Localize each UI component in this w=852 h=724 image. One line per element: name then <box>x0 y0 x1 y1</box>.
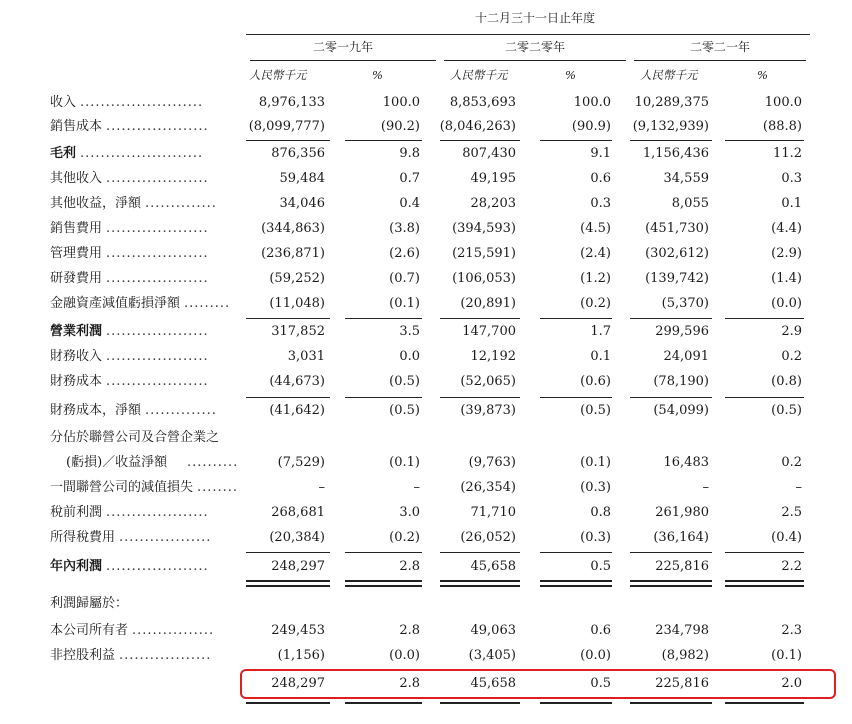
cell-value: (8,982) <box>661 648 709 663</box>
cell-value: (44,673) <box>269 374 325 389</box>
cell-value: 147,700 <box>462 324 516 339</box>
cell-value: (90.9) <box>571 119 611 134</box>
year-header: 二零二零年 <box>504 40 565 54</box>
cell-value: (2.4) <box>580 246 611 261</box>
rule-line <box>246 397 330 398</box>
cell-value: (2.9) <box>771 246 802 261</box>
row-label: 分佔於聯營公司及合營企業之 <box>50 430 220 445</box>
rule-line <box>630 397 712 398</box>
highlight-box <box>240 669 836 699</box>
cell-value: (52,065) <box>460 374 516 389</box>
rule-line <box>246 702 330 704</box>
rule-line <box>725 702 804 704</box>
cell-value: (0.1) <box>389 455 420 470</box>
cell-value: 0.7 <box>399 171 420 186</box>
dot-leaders: ........................ <box>80 146 204 161</box>
cell-value: 2.9 <box>781 324 802 339</box>
dot-leaders: ................ <box>132 623 215 638</box>
rule-line <box>440 140 520 141</box>
cell-value: (7,529) <box>277 455 325 470</box>
cell-value: 0.2 <box>781 349 802 364</box>
cell-value: 1,156,436 <box>642 146 709 161</box>
cell-value: (5,370) <box>661 296 709 311</box>
cell-value: (0.7) <box>389 271 420 286</box>
dot-leaders: ........................ <box>80 95 204 110</box>
dot-leaders: .................... <box>106 349 209 364</box>
rule-line <box>246 552 330 553</box>
cell-value: 1.7 <box>590 324 611 339</box>
cell-value: (236,871) <box>261 246 325 261</box>
cell-value: 248,297 <box>271 559 325 574</box>
cell-value: 11.2 <box>773 146 802 161</box>
cell-value: (78,190) <box>653 374 709 389</box>
cell-value: (90.2) <box>380 119 420 134</box>
cell-value: 225,816 <box>655 559 709 574</box>
rule-line <box>246 140 330 141</box>
cell-value: 0.6 <box>590 171 611 186</box>
dot-leaders: .............. <box>145 196 217 211</box>
rule-line <box>440 397 520 398</box>
cell-value: 34,559 <box>663 171 709 186</box>
cell-value: (1.2) <box>580 271 611 286</box>
dot-leaders: .................... <box>106 324 209 339</box>
cell-value: (59,252) <box>269 271 325 286</box>
cell-value: (0.1) <box>389 296 420 311</box>
cell-value: 0.4 <box>399 196 420 211</box>
row-label: 非控股利益 <box>50 648 116 663</box>
row-label: 營業利潤 <box>50 324 103 339</box>
cell-value: 0.2 <box>781 455 802 470</box>
cell-value: (9,763) <box>468 455 516 470</box>
cell-value: (0.6) <box>580 374 611 389</box>
rule-line <box>725 397 804 398</box>
cell-value: (344,863) <box>261 221 325 236</box>
cell-value: (9,132,939) <box>632 119 709 134</box>
cell-value: 49,063 <box>470 623 516 638</box>
dot-leaders: ........ <box>197 480 239 495</box>
cell-value: 0.0 <box>399 349 420 364</box>
rule-line <box>725 318 804 319</box>
cell-value: (8,099,777) <box>248 119 325 134</box>
cell-value: 0.5 <box>590 676 611 691</box>
dot-leaders: .................... <box>106 246 209 261</box>
rule-line <box>630 318 712 319</box>
cell-value: (3,405) <box>468 648 516 663</box>
cell-value: 49,195 <box>470 171 516 186</box>
unit-amount-label: 人民幣千元 <box>640 68 698 82</box>
rule-line <box>345 318 422 319</box>
row-label: 財務成本，淨額 <box>50 403 142 418</box>
row-label: 所得稅費用 <box>50 530 116 545</box>
cell-value: 0.1 <box>590 349 611 364</box>
cell-value: (39,873) <box>460 403 516 418</box>
rule-line <box>540 318 612 319</box>
cell-value: 100.0 <box>573 95 611 110</box>
cell-value: – <box>318 480 325 495</box>
row-label: 金融資產減值虧損淨額 <box>50 296 181 311</box>
cell-value: 2.2 <box>781 559 802 574</box>
cell-value: 0.6 <box>590 623 611 638</box>
dot-leaders: .................... <box>106 505 209 520</box>
cell-value: 2.8 <box>399 676 420 691</box>
dot-leaders: .................... <box>106 559 209 574</box>
cell-value: (0.0) <box>580 648 611 663</box>
cell-value: (394,593) <box>452 221 516 236</box>
cell-value: 2.5 <box>781 505 802 520</box>
row-label: 收入 <box>50 95 77 110</box>
row-label: 銷售成本 <box>50 119 103 134</box>
rule-line <box>440 585 520 587</box>
cell-value: (1.4) <box>771 271 802 286</box>
row-label: 其他收入 <box>50 171 103 186</box>
dot-leaders: .................... <box>106 171 209 186</box>
cell-value: 225,816 <box>655 676 709 691</box>
unit-pct-label: % <box>372 68 383 82</box>
rule-line <box>540 397 612 398</box>
rule-line <box>540 702 612 704</box>
row-label: 其他收益，淨額 <box>50 196 142 211</box>
dot-leaders: .................... <box>106 221 209 236</box>
dot-leaders: .............. <box>145 403 217 418</box>
row-label: 財務成本 <box>50 374 103 389</box>
rule-line <box>246 585 330 587</box>
rule-line <box>440 702 520 704</box>
rule-line <box>540 585 612 587</box>
rule-line <box>246 318 330 319</box>
rule-line <box>725 580 804 582</box>
cell-value: (451,730) <box>645 221 709 236</box>
rule-line <box>725 552 804 553</box>
cell-value: 2.8 <box>399 623 420 638</box>
rule-line <box>444 60 626 61</box>
rule-line <box>345 397 422 398</box>
rule-line <box>345 140 422 141</box>
row-label: 管理費用 <box>50 246 103 261</box>
rule-line <box>725 140 804 141</box>
cell-value: 28,203 <box>470 196 516 211</box>
row-label: 利潤歸屬於： <box>50 596 129 611</box>
cell-value: (26,354) <box>460 480 516 495</box>
dot-leaders: .................... <box>106 374 209 389</box>
cell-value: 71,710 <box>470 505 516 520</box>
cell-value: 0.5 <box>590 559 611 574</box>
cell-value: (0.3) <box>580 480 611 495</box>
cell-value: (0.8) <box>771 374 802 389</box>
rule-line <box>345 585 422 587</box>
cell-value: (3.8) <box>389 221 420 236</box>
rule-line <box>440 318 520 319</box>
cell-value: (0.3) <box>580 530 611 545</box>
cell-value: 807,430 <box>462 146 516 161</box>
rule-line <box>630 580 712 582</box>
cell-value: 0.3 <box>590 196 611 211</box>
dot-leaders: .................. <box>119 648 212 663</box>
dot-leaders: .......... <box>187 455 239 470</box>
cell-value: (215,591) <box>452 246 516 261</box>
cell-value: – <box>702 480 709 495</box>
cell-value: 34,046 <box>279 196 325 211</box>
cell-value: 16,483 <box>663 455 709 470</box>
cell-value: 100.0 <box>382 95 420 110</box>
cell-value: 100.0 <box>764 95 802 110</box>
cell-value: (8,046,263) <box>439 119 516 134</box>
cell-value: (88.8) <box>762 119 802 134</box>
rule-line <box>246 580 330 582</box>
cell-value: 59,484 <box>279 171 325 186</box>
cell-value: (54,099) <box>653 403 709 418</box>
row-label: 年內利潤 <box>50 559 103 574</box>
cell-value: 0.1 <box>781 196 802 211</box>
cell-value: 24,091 <box>663 349 709 364</box>
cell-value: 249,453 <box>271 623 325 638</box>
cell-value: 876,356 <box>271 146 325 161</box>
dot-leaders: .................... <box>106 271 209 286</box>
row-label: 本公司所有者 <box>50 623 129 638</box>
cell-value: (0.0) <box>389 648 420 663</box>
rule-line <box>630 552 712 553</box>
rule-line <box>540 140 612 141</box>
year-header: 二零二一年 <box>689 40 750 54</box>
cell-value: (106,053) <box>452 271 516 286</box>
row-label: 毛利 <box>50 146 77 161</box>
cell-value: 3.5 <box>399 324 420 339</box>
cell-value: (36,164) <box>653 530 709 545</box>
row-label: 財務收入 <box>50 349 103 364</box>
rule-line <box>250 60 436 61</box>
unit-amount-label: 人民幣千元 <box>450 68 508 82</box>
cell-value: (2.6) <box>389 246 420 261</box>
cell-value: 248,297 <box>271 676 325 691</box>
cell-value: (0.2) <box>580 296 611 311</box>
cell-value: (0.2) <box>389 530 420 545</box>
cell-value: (26,052) <box>460 530 516 545</box>
cell-value: (139,742) <box>645 271 709 286</box>
cell-value: (0.4) <box>771 530 802 545</box>
cell-value: 0.8 <box>590 505 611 520</box>
dot-leaders: .................. <box>119 530 212 545</box>
rule-line <box>540 580 612 582</box>
cell-value: – <box>795 480 802 495</box>
row-label: 銷售費用 <box>50 221 103 236</box>
rule-line <box>345 552 422 553</box>
cell-value: (20,384) <box>269 530 325 545</box>
row-label: 稅前利潤 <box>50 505 103 520</box>
cell-value: (0.5) <box>580 403 611 418</box>
rule-line <box>440 580 520 582</box>
cell-value: 10,289,375 <box>634 95 709 110</box>
cell-value: 2.3 <box>781 623 802 638</box>
dot-leaders: .................... <box>106 119 209 134</box>
cell-value: 9.1 <box>590 146 611 161</box>
cell-value: 8,055 <box>671 196 709 211</box>
cell-value: (0.5) <box>389 374 420 389</box>
unit-amount-label: 人民幣千元 <box>249 68 307 82</box>
rule-line <box>630 585 712 587</box>
cell-value: (41,642) <box>269 403 325 418</box>
year-header: 二零一九年 <box>312 40 373 54</box>
unit-pct-label: % <box>565 68 576 82</box>
cell-value: (0.5) <box>771 403 802 418</box>
cell-value: 2.8 <box>399 559 420 574</box>
unit-pct-label: % <box>757 68 768 82</box>
row-label: 研發費用 <box>50 271 103 286</box>
rule-line <box>630 702 712 704</box>
cell-value: (11,048) <box>269 296 325 311</box>
cell-value: (0.1) <box>771 648 802 663</box>
cell-value: 9.8 <box>399 146 420 161</box>
period-header: 十二月三十一日止年度 <box>474 11 595 25</box>
rule-line <box>634 60 806 61</box>
cell-value: 45,658 <box>470 676 516 691</box>
cell-value: – <box>413 480 420 495</box>
rule-line <box>246 34 810 35</box>
cell-value: 268,681 <box>271 505 325 520</box>
cell-value: 2.0 <box>781 676 802 691</box>
dot-leaders: ......... <box>184 296 231 311</box>
rule-line <box>630 140 712 141</box>
rule-line <box>345 580 422 582</box>
cell-value: (0.1) <box>580 455 611 470</box>
cell-value: 8,853,693 <box>449 95 516 110</box>
rule-line <box>540 552 612 553</box>
row-label: (虧損)／收益淨額 <box>66 455 168 470</box>
cell-value: 261,980 <box>655 505 709 520</box>
cell-value: (302,612) <box>645 246 709 261</box>
cell-value: (4.5) <box>580 221 611 236</box>
cell-value: (0.5) <box>389 403 420 418</box>
cell-value: (4.4) <box>771 221 802 236</box>
cell-value: (1,156) <box>277 648 325 663</box>
cell-value: 3,031 <box>287 349 325 364</box>
cell-value: 299,596 <box>655 324 709 339</box>
rule-line <box>725 585 804 587</box>
cell-value: (0.0) <box>771 296 802 311</box>
cell-value: 317,852 <box>271 324 325 339</box>
cell-value: 234,798 <box>655 623 709 638</box>
rule-line <box>440 552 520 553</box>
cell-value: 8,976,133 <box>258 95 325 110</box>
cell-value: 3.0 <box>399 505 420 520</box>
cell-value: 0.3 <box>781 171 802 186</box>
cell-value: 12,192 <box>470 349 516 364</box>
rule-line <box>345 702 422 704</box>
cell-value: 45,658 <box>470 559 516 574</box>
cell-value: (20,891) <box>460 296 516 311</box>
row-label: 一間聯營公司的減值損失 <box>50 480 194 495</box>
